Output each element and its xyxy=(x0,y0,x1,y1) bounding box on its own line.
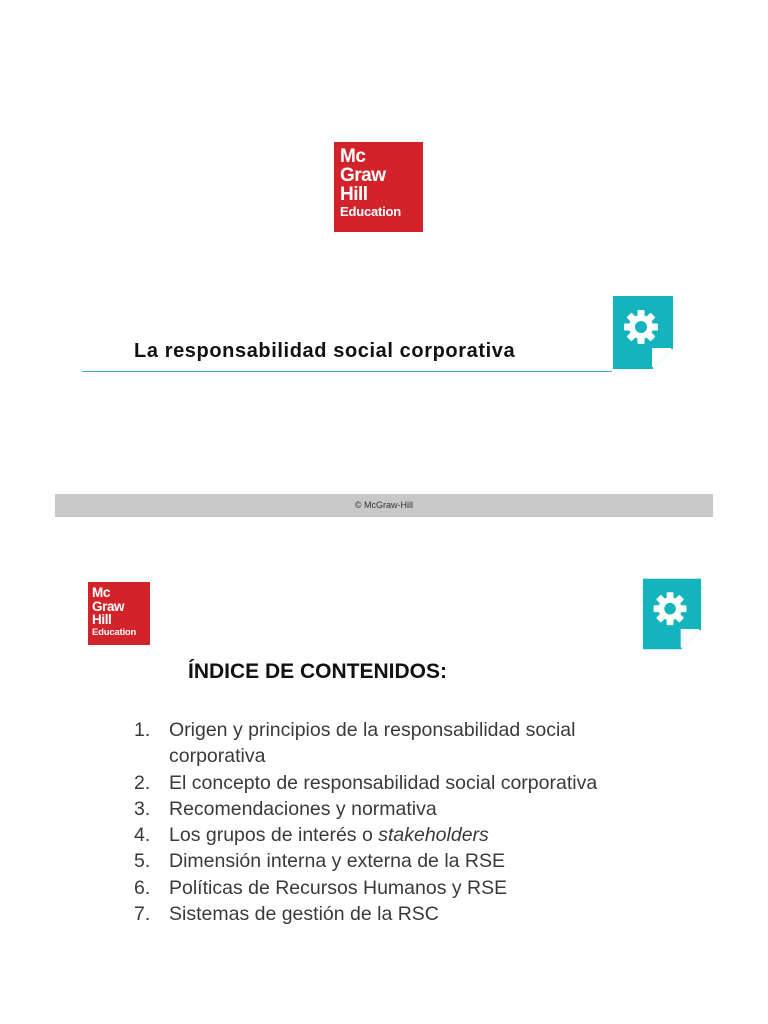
logo-line-graw: Graw xyxy=(92,598,125,614)
toc-item xyxy=(134,848,674,874)
toc-item-number: 5. xyxy=(134,850,151,873)
toc-item-text xyxy=(169,875,674,901)
toc-item-text xyxy=(169,796,674,822)
mcgraw-hill-logo xyxy=(88,582,150,645)
settings-document-icon xyxy=(643,578,701,650)
toc-item-emphasis: stakeholders xyxy=(378,824,489,847)
toc-item-label: Sistemas de gestión de la RSC xyxy=(169,903,439,926)
toc-item xyxy=(134,770,674,796)
toc-item xyxy=(134,796,674,822)
logo-line-graw: Graw xyxy=(340,165,386,186)
table-of-contents xyxy=(134,717,674,927)
toc-item-number: 1. xyxy=(134,719,151,741)
toc-item-number: 6. xyxy=(134,876,151,899)
toc-item-label: Origen y principios de la responsabilidad social corporativa xyxy=(169,719,576,768)
slide-title: La responsabilidad social corporativa xyxy=(134,340,516,362)
toc-item-text xyxy=(169,717,674,770)
title-underline xyxy=(82,371,612,372)
toc-item-text xyxy=(169,770,674,796)
logo-line-hill: Hill xyxy=(340,184,368,205)
toc-item-label: El concepto de responsabilidad social corporativa xyxy=(169,771,598,794)
index-heading: ÍNDICE DE CONTENIDOS: xyxy=(188,660,448,683)
toc-item-text xyxy=(169,822,674,848)
toc-item-label: Políticas de Recursos Humanos y RSE xyxy=(169,876,508,899)
toc-item xyxy=(134,822,674,848)
toc-item-label: Los grupos de interés o xyxy=(169,824,379,847)
toc-item xyxy=(134,901,674,927)
toc-item-label: Dimensión interna y externa de la RSE xyxy=(169,850,506,873)
toc-item-number: 7. xyxy=(134,903,151,926)
toc-item-text xyxy=(169,848,674,874)
logo-line-mc: Mc xyxy=(92,585,110,600)
toc-item-text xyxy=(169,901,674,927)
toc-item-number: 3. xyxy=(134,797,151,820)
toc-item-label: Recomendaciones y normativa xyxy=(169,797,437,820)
toc-item-number: 4. xyxy=(134,824,151,847)
copyright-text: © McGraw-Hill xyxy=(354,500,414,510)
toc-item xyxy=(134,717,674,770)
footer-bar xyxy=(55,494,713,517)
logo-line-education: Education xyxy=(340,204,402,219)
logo-line-mc: Mc xyxy=(340,146,366,167)
toc-item xyxy=(134,875,674,901)
toc-item-number: 2. xyxy=(134,771,151,794)
settings-document-icon xyxy=(613,296,673,369)
logo-line-education: Education xyxy=(92,626,137,638)
logo-line-hill: Hill xyxy=(92,612,112,627)
mcgraw-hill-logo xyxy=(334,142,423,232)
